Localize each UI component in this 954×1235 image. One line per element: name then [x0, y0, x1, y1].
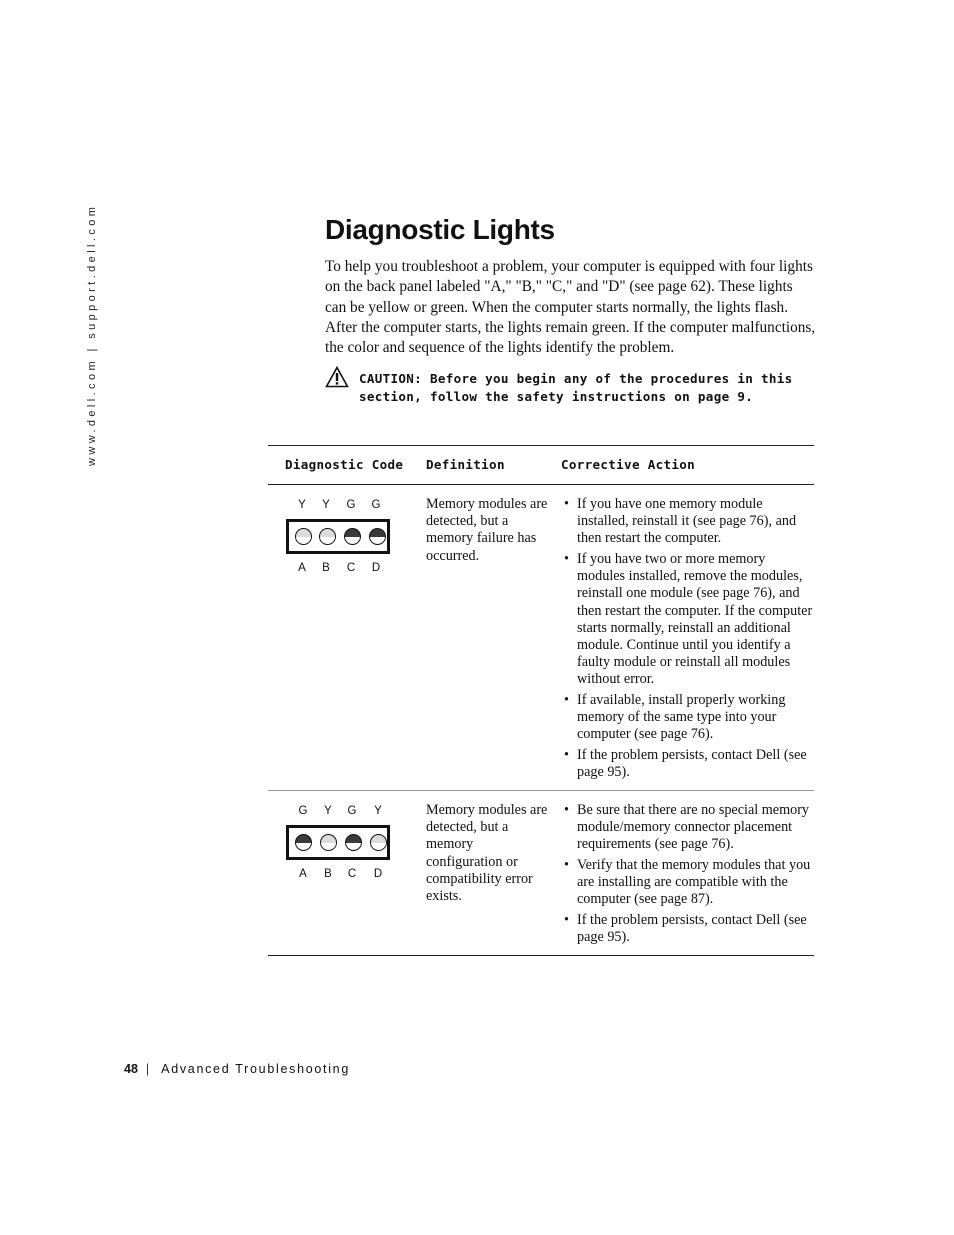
- action-item: • Verify that the memory modules that you are installing are compatible with the computer (see page 87).: [562, 857, 814, 909]
- light-c: [345, 834, 362, 851]
- light-a: [295, 834, 312, 851]
- table-bottom-rule: [268, 955, 814, 956]
- light-color-letter: Y: [374, 805, 382, 817]
- light-b: [319, 528, 336, 545]
- light-position-letter: A: [298, 562, 306, 574]
- light-color-letter: G: [347, 805, 357, 817]
- light-color-letter: G: [298, 805, 308, 817]
- corrective-actions-list: [562, 496, 814, 785]
- diagnostic-code-panel: [286, 499, 396, 579]
- light-color-letter: G: [371, 499, 381, 511]
- action-item: • If you have two or more memory modules installed, remove the modules, reinstall one module (see page 76), and then restart the computer. If the computer starts normally, reinstall an additional module. Continue until you identify a faulty module or reinstall all modules without error.: [562, 551, 814, 689]
- light-position-letter: D: [373, 868, 383, 880]
- light-b: [320, 834, 337, 851]
- light-position-letter: C: [346, 562, 356, 574]
- corrective-actions-list: [562, 802, 814, 950]
- row-divider: [268, 790, 814, 791]
- section-title: Advanced Troubleshooting: [161, 1062, 350, 1076]
- light-position-letter: D: [371, 562, 381, 574]
- light-color-letter: G: [346, 499, 356, 511]
- light-d: [369, 528, 386, 545]
- header-corrective-action: Corrective Action: [561, 457, 695, 472]
- warning-triangle-icon: [325, 366, 349, 388]
- action-item: • If the problem persists, contact Dell (see page 95).: [562, 747, 814, 781]
- definition-text: Memory modules are detected, but a memory failure has occurred.: [426, 496, 548, 564]
- table-header-rule: [268, 484, 814, 485]
- intro-paragraph: To help you troubleshoot a problem, your computer is equipped with four lights on the back panel labeled "A," "B," "C," and "D" (see page 62). These lights can be yellow or green. When the computer starts normally, the lights flash. After the computer starts, the lights remain green. If the computer malfunctions, the color and sequence of the lights identify the problem.: [325, 258, 816, 357]
- light-color-letter: Y: [324, 805, 332, 817]
- light-position-letter: A: [299, 868, 307, 880]
- definition-text: Memory modules are detected, but a memory configuration or compatibility error exists.: [426, 802, 548, 905]
- action-item: • If the problem persists, contact Dell (see page 95).: [562, 912, 814, 946]
- light-d: [370, 834, 387, 851]
- table-top-rule: [268, 445, 814, 446]
- diagnostic-code-panel: [286, 805, 396, 885]
- light-color-letter: Y: [322, 499, 330, 511]
- action-item: • If you have one memory module installed, reinstall it (see page 76), and then restart the computer.: [562, 496, 814, 548]
- light-position-letter: C: [347, 868, 357, 880]
- light-color-letter: Y: [298, 499, 306, 511]
- header-definition: Definition: [426, 457, 505, 472]
- light-position-letter: B: [322, 562, 330, 574]
- light-c: [344, 528, 361, 545]
- action-item: • Be sure that there are no special memory module/memory connector placement requirements (see page 76).: [562, 802, 814, 854]
- action-item: • If available, install properly working memory of the same type into your computer (see page 76).: [562, 692, 814, 744]
- side-url: www.dell.com | support.dell.com: [86, 203, 98, 466]
- page-title: Diagnostic Lights: [325, 214, 555, 245]
- header-diagnostic-code: Diagnostic Code: [285, 457, 404, 472]
- lights-box: [286, 825, 390, 860]
- lights-box: [286, 519, 390, 554]
- light-position-letter: B: [324, 868, 332, 880]
- footer-separator: |: [145, 1062, 150, 1076]
- light-a: [295, 528, 312, 545]
- page-number: 48: [124, 1062, 138, 1076]
- caution-text: CAUTION: Before you begin any of the procedures in this section, follow the safety instructions on page 9.: [359, 371, 793, 404]
- page-footer: [124, 1062, 350, 1076]
